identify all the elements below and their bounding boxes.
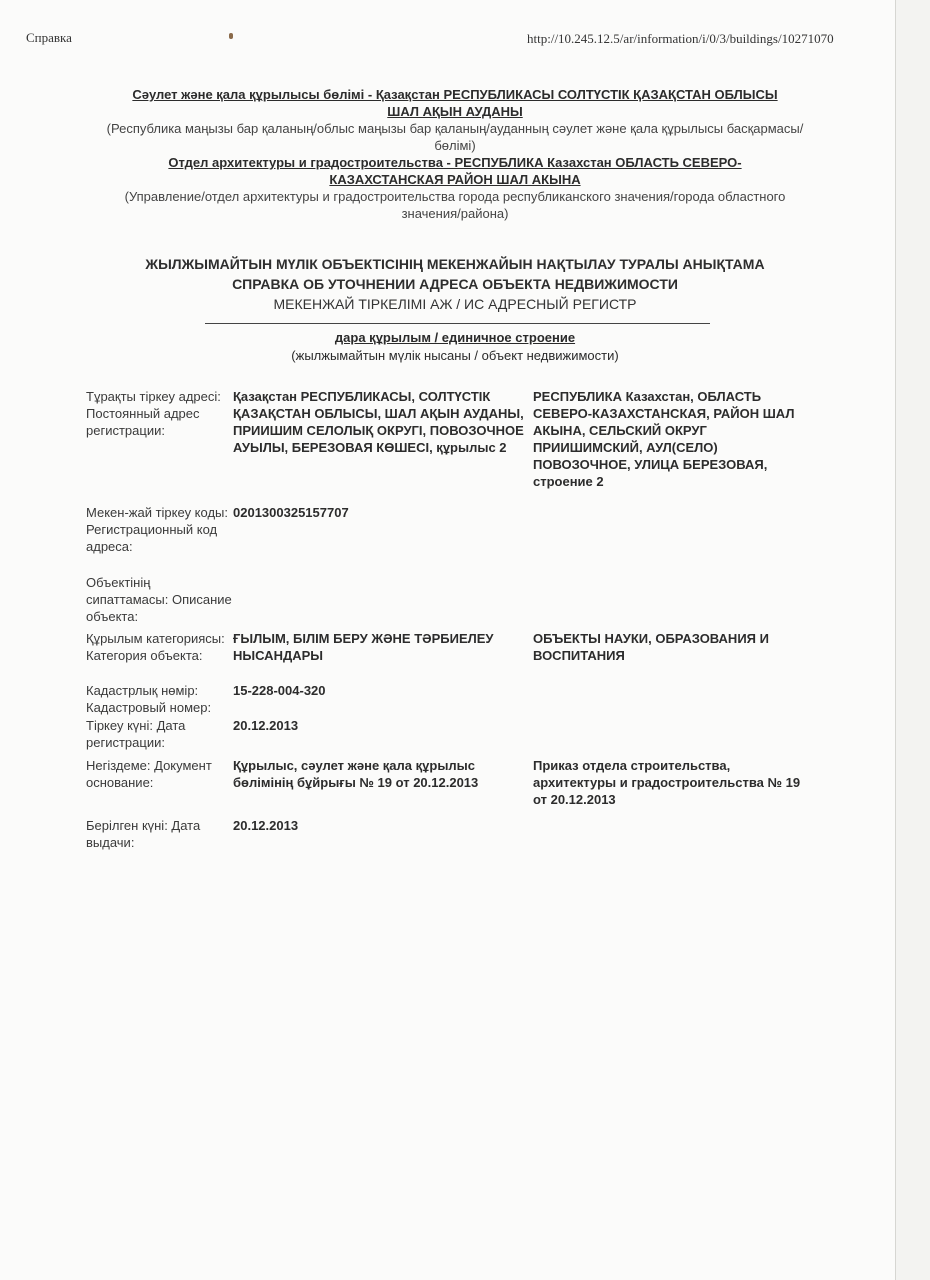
label-category: Құрылым категориясы: Категория объекта: [86, 631, 225, 663]
title-ru: СПРАВКА ОБ УТОЧНЕНИИ АДРЕСА ОБЪЕКТА НЕДВИЖИМОСТИ [232, 276, 678, 292]
issuer-header [80, 86, 830, 222]
row-address [86, 388, 826, 504]
row-code [86, 504, 826, 574]
paper-speck [229, 33, 233, 39]
document-title [80, 254, 830, 314]
issuer-name-kz-line1: Сәулет және қала құрылысы бөлімі - Қазақстан РЕСПУБЛИКАСЫ СОЛТҮСТІК ҚАЗАҚСТАН ОБЛЫСЫ [132, 87, 778, 102]
value-category-ru: ОБЪЕКТЫ НАУКИ, ОБРАЗОВАНИЯ И ВОСПИТАНИЯ [533, 631, 769, 663]
browser-url: http://10.245.12.5/ar/information/i/0/3/buildings/10271070 [527, 31, 834, 46]
issuer-name-ru-line2: КАЗАХСТАНСКАЯ РАЙОН ШАЛ АКЫНА [329, 172, 581, 187]
issuer-name-ru-line1: Отдел архитектуры и градостроительства - РЕСПУБЛИКА Казахстан ОБЛАСТЬ СЕВЕРО- [168, 155, 742, 170]
browser-tab-title: Справка [26, 30, 72, 45]
row-cadastral [86, 682, 826, 717]
register-name: МЕКЕНЖАЙ ТІРКЕЛІМІ АЖ / ИС АДРЕСНЫЙ РЕГИСТР [273, 296, 637, 312]
row-issue-date [86, 817, 826, 857]
label-cadastral: Кадастрлық нөмір: Кадастровый номер: [86, 683, 212, 715]
row-description [86, 574, 826, 630]
label-address: Тұрақты тіркеу адресі: Постоянный адрес регистрации: [86, 389, 221, 438]
value-address-ru: РЕСПУБЛИКА Казахстан, ОБЛАСТЬ СЕВЕРО-КАЗАХСТАНСКАЯ, РАЙОН ШАЛ АКЫНА, СЕЛЬСКИЙ ОКРУГ ПРИИШИМСКИЙ, АУЛ(СЕЛО) ПОВОЗОЧНОЕ, УЛИЦА БЕРЕЗОВАЯ, строение 2 [533, 389, 795, 489]
label-issue-date: Берілген күні: Дата выдачи: [86, 818, 201, 850]
row-reg-date [86, 717, 826, 757]
structure-type-note: (жылжымайтын мүлік нысаны / объект недвижимости) [291, 348, 619, 363]
structure-type [80, 329, 830, 365]
issuer-note-kz: (Республика маңызы бар қаланың/облыс маңызы бар қаланың/ауданның сәулет және қала құрылысы басқармасы/бөлімі) [106, 121, 804, 153]
issuer-name-kz-line2: ШАЛ АҚЫН АУДАНЫ [387, 104, 523, 119]
row-basis [86, 757, 826, 817]
value-code: 0201300325157707 [233, 505, 349, 520]
structure-type-value: дара құрылым / единичное строение [334, 330, 576, 345]
label-basis: Негіздеме: Документ основание: [86, 758, 212, 790]
value-issue-date: 20.12.2013 [233, 818, 299, 833]
title-kz: ЖЫЛЖЫМАЙТЫН МҮЛІК ОБЪЕКТІСІНІҢ МЕКЕНЖАЙЫН НАҚТЫЛАУ ТУРАЛЫ АНЫҚТАМА [145, 256, 765, 272]
value-cadastral: 15-228-004-320 [233, 683, 326, 698]
value-reg-date: 20.12.2013 [233, 718, 299, 733]
label-code: Мекен-жай тіркеу коды: Регистрационный код адреса: [86, 505, 228, 554]
value-basis-ru: Приказ отдела строительства, архитектуры и градостроительства № 19 от 20.12.2013 [533, 758, 801, 807]
label-reg-date: Тіркеу күні: Дата регистрации: [86, 718, 186, 750]
issuer-note-ru: (Управление/отдел архитектуры и градостроительства города республиканского значения/города областного значения/района) [124, 189, 786, 221]
label-description: Объектінің сипаттамасы: Описание объекта: [86, 575, 232, 624]
details-table [86, 388, 826, 857]
value-address-kz: Қазақстан РЕСПУБЛИКАСЫ, СОЛТҮСТІК ҚАЗАҚСТАН ОБЛЫСЫ, ШАЛ АҚЫН АУДАНЫ, ПРИИШИМ СЕЛОЛЫҚ ОКРУГІ, ПОВОЗОЧНОЕ АУЫЛЫ, БЕРЕЗОВАЯ КӨШЕСІ, құрылыс 2 [233, 389, 524, 455]
row-category [86, 630, 826, 682]
value-basis-kz: Құрылыс, сәулет және қала құрылыс бөлімінің бұйрығы № 19 от 20.12.2013 [233, 758, 479, 790]
value-category-kz: ҒЫЛЫМ, БІЛІМ БЕРУ ЖӘНЕ ТӘРБИЕЛЕУ НЫСАНДАРЫ [233, 631, 494, 663]
divider [205, 323, 710, 324]
